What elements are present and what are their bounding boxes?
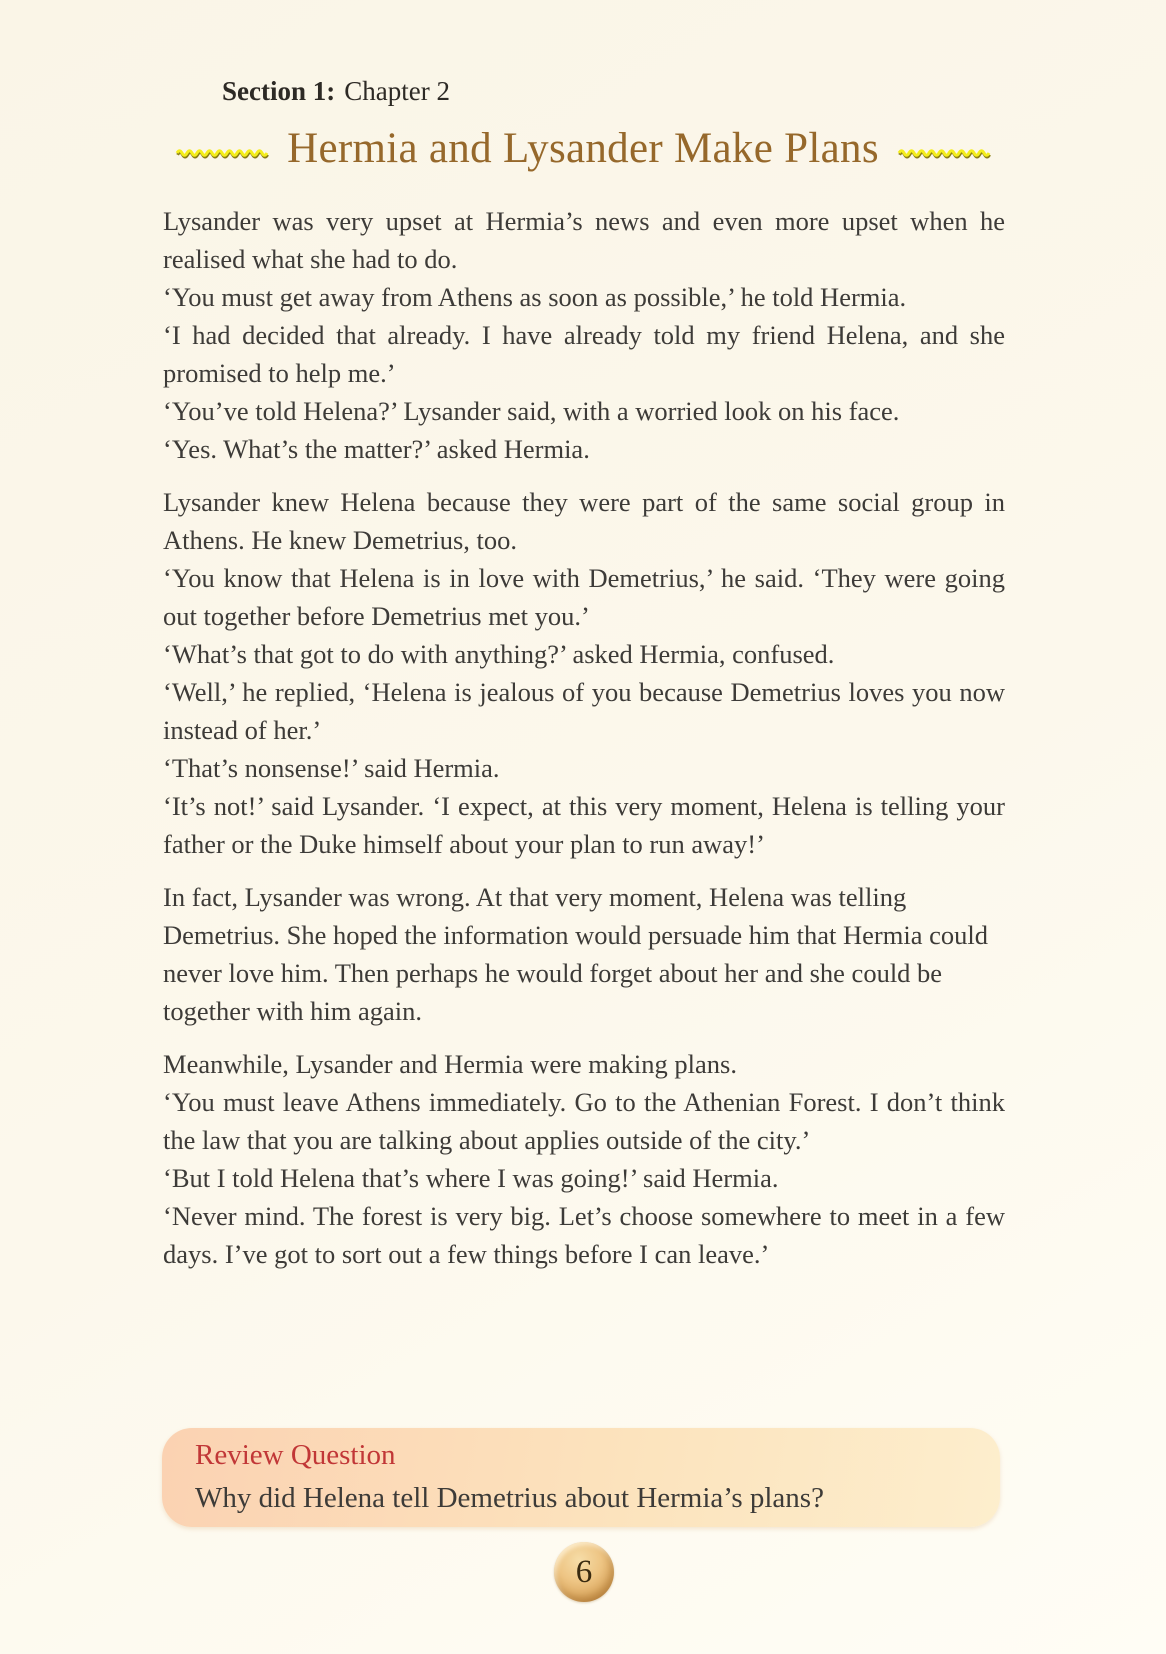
story-paragraph: ‘I had decided that already. I have already told my friend Helena, and she promised to help me.’ — [163, 320, 1005, 388]
section-label: Section 1: — [222, 76, 336, 106]
section-chapter-header — [222, 76, 450, 107]
story-block — [163, 878, 1005, 1030]
story-paragraph: In fact, Lysander was wrong. At that very moment, Helena was telling Demetrius. She hoped the information would persuade him that Hermia could never love him. Then perhaps he would forget about her and she could be together with him again. — [163, 882, 988, 1026]
page-number: 6 — [575, 1553, 593, 1590]
story-block — [163, 1045, 1005, 1273]
story-paragraph: ‘Yes. What’s the matter?’ asked Hermia. — [163, 434, 590, 464]
story-paragraph: ‘You must get away from Athens as soon as possible,’ he told Hermia. — [163, 282, 907, 312]
review-question-text: Why did Helena tell Demetrius about Hermia’s plans? — [195, 1482, 824, 1514]
story-paragraph: ‘You must leave Athens immediately. Go to the Athenian Forest. I don’t think the law that you are talking about applies outside of the city.’ — [163, 1087, 1005, 1155]
story-paragraph: ‘That’s nonsense!’ said Hermia. — [163, 753, 500, 783]
chapter-title: Hermia and Lysander Make Plans — [287, 125, 879, 172]
story-paragraph: Lysander knew Helena because they were part of the same social group in Athens. He knew Demetrius, too. — [163, 487, 1005, 555]
story-paragraph: Lysander was very upset at Hermia’s news and even more upset when he realised what she had to do. — [163, 206, 1005, 274]
story-text — [163, 202, 1005, 1288]
squiggle-icon — [897, 146, 991, 160]
review-question-box — [162, 1428, 1000, 1527]
story-paragraph: ‘You’ve told Helena?’ Lysander said, with a worried look on his face. — [163, 396, 900, 426]
story-paragraph: ‘What’s that got to do with anything?’ asked Hermia, confused. — [163, 639, 835, 669]
review-question-label: Review Question — [195, 1439, 396, 1471]
story-block — [163, 483, 1005, 863]
story-paragraph: ‘Never mind. The forest is very big. Let’s choose somewhere to meet in a few days. I’ve got to sort out a few things before I can leave.’ — [163, 1201, 1005, 1269]
story-paragraph: ‘It’s not!’ said Lysander. ‘I expect, at this very moment, Helena is telling your father or the Duke himself about your plan to run away!’ — [163, 791, 1005, 859]
squiggle-icon — [175, 146, 269, 160]
chapter-title-row — [0, 124, 1166, 173]
page-number-badge — [554, 1542, 614, 1602]
chapter-label: Chapter 2 — [344, 76, 450, 106]
story-paragraph: ‘You know that Helena is in love with Demetrius,’ he said. ‘They were going out together before Demetrius met you.’ — [163, 563, 1005, 631]
story-paragraph: ‘Well,’ he replied, ‘Helena is jealous of you because Demetrius loves you now instead of her.’ — [163, 677, 1005, 745]
story-paragraph: Meanwhile, Lysander and Hermia were making plans. — [163, 1049, 737, 1079]
story-block — [163, 202, 1005, 468]
story-paragraph: ‘But I told Helena that’s where I was going!’ said Hermia. — [163, 1163, 779, 1193]
